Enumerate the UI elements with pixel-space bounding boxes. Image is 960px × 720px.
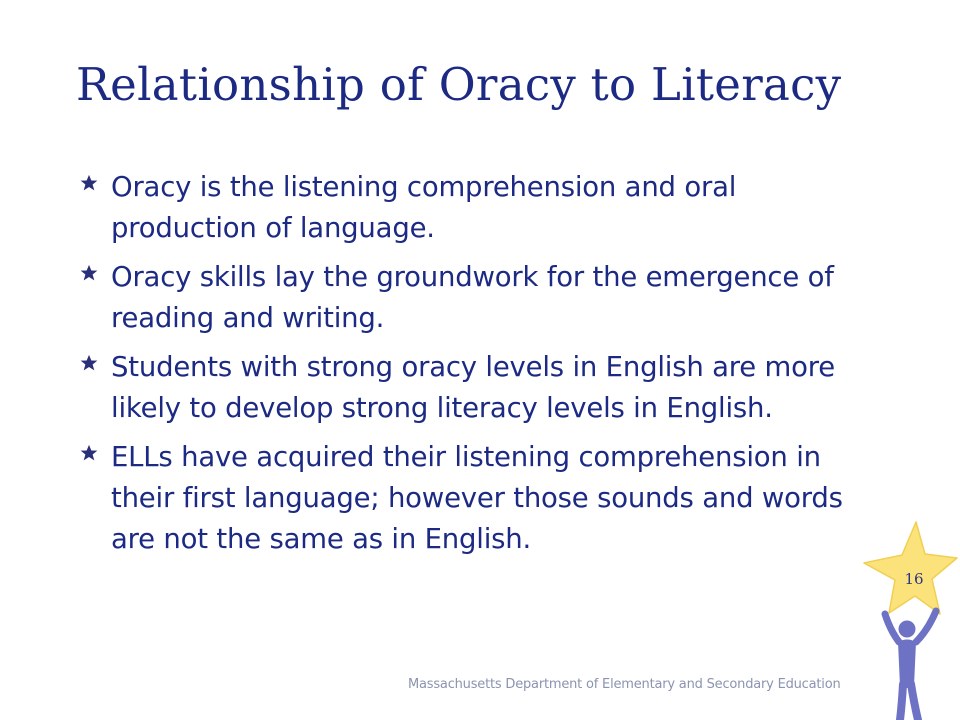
bullet-text: Oracy skills lay the groundwork for the emergence of reading and writing.: [111, 261, 834, 334]
person-holding-star-icon: [858, 518, 960, 720]
star-icon: [80, 167, 111, 192]
bullet-item: [80, 347, 880, 429]
star-icon: [80, 257, 111, 282]
bullet-item: [80, 167, 880, 249]
bullet-text: ELLs have acquired their listening comprehension in their first language; however those sounds and words are not the same as in English.: [111, 441, 843, 555]
footer-text: Massachusetts Department of Elementary and Secondary Education: [408, 677, 841, 692]
star-icon: [80, 347, 111, 372]
bullet-item: [80, 257, 880, 339]
bullet-item: [80, 437, 880, 560]
bullet-text: Students with strong oracy levels in English are more likely to develop strong literacy levels in English.: [111, 351, 835, 424]
slide-title: Relationship of Oracy to Literacy: [76, 58, 842, 111]
bullet-list: [80, 167, 880, 568]
star-icon: [80, 437, 111, 462]
bullet-text: Oracy is the listening comprehension and oral production of language.: [111, 171, 737, 244]
page-number: 16: [904, 570, 924, 588]
